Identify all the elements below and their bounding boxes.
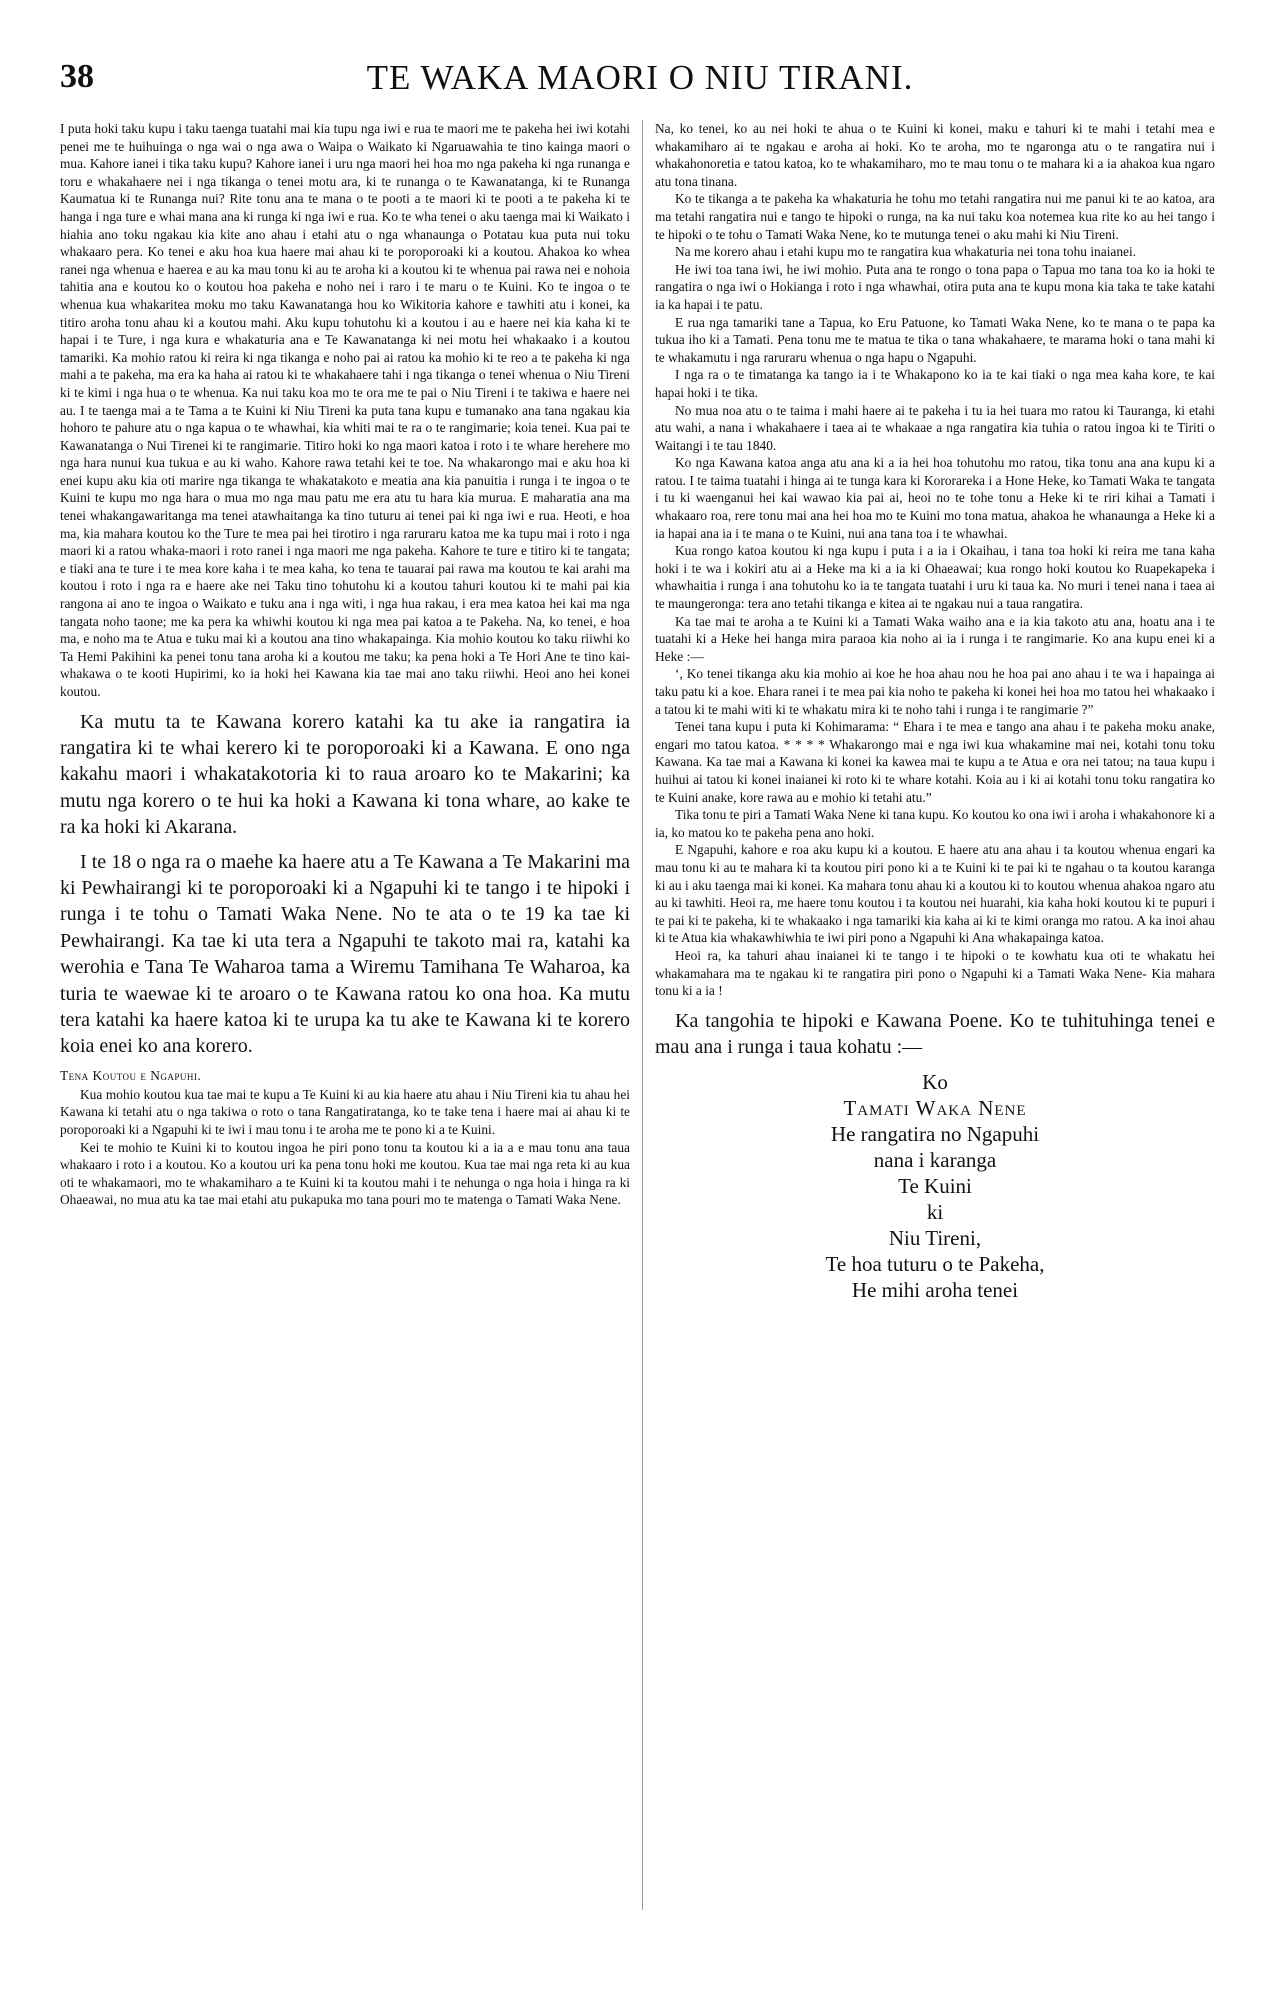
speech-salutation: Tena Koutou e Ngapuhi. <box>60 1067 202 1083</box>
quote-paragraph-1: ‘, Ko tenei tikanga aku kia mohio ai koe he hoa ahau nou he hoa pai ano ahau i te wa i hapainga ai taku patu ki a koe. Ehara ranei i te mea pai kia noho te pakeha ki konei hei hoa mo tatou hei whakaako i a tatou ki te mahi witi ki te whakatu mira ki te noho tahi i runga i te rangimarie ?” <box>655 666 1215 717</box>
speech-paragraph-1: I puta hoki taku kupu i taku taenga tuatahi mai kia tupu nga iwi e rua te maori me te pakeha hei iwi kotahi penei me te huihuinga o nga wai o nga awa o Waipa o Waikato ki Ngaruawahia te tino kainga maori o mua. Kahore ianei i tika taku kupu? Kahore ianei i uru nga maori hei hoa mo nga pakeha ki nga runanga e toru e whakahaere nei i nga tikanga o tenei motu ara, ki te runanga o te Kawanatanga, ki te Runanga Kaumatua ki te Runanga nui? Rite tonu ana te mana o te pooti a te maori ki te pooti a te pakeha ki te hanga i nga ture e whai mana ana ki runga ki nga iwi e rua. Ko te wha tenei o aku taenga mai ki Waikato i hiahia ano toku ngakau kia kite ano ahau i etahi atu o nga whanaunga o Potatau kua puta nui toku whakaaro pera. Ko tenei e aku hoa kua haere mai ahau ki te poroporoaki ki a koutou. Ahakoa ko whea ranei nga whenua e haerea e au ka mau tonu ki au te aroha ki a koutou ki te whenua pai rawa nei e nohoia tahitia ana e koutou ko o koutou hoa pakeha e noho nei i raro i te maru o te Kuini. Ko te ingoa o te whenua kua whakaritea moku mo taku Kawanatanga hou ko Wikitoria kahore e tawhiti atu i konei, ka titiro aroha tonu ahau ki a koutou mahi. Aku kupu tohutohu ki a koutou i au e haere nei kia kaha ki te hapai i te Ture, i nga kura e whakaturia ana e Te Kawanatanga ki nei motu hei whakaako i a koutou tamariki. Ka mohio ratou ki reira ki nga tikanga e noho pai ai ratou ka mohio ki te reo a te pakeha ki nga mahi a te pakeha, ma era ka haha ai ratou ki te whakahaere tahi i nga tikanga o tenei whenua o Niu Tireni ki te kimi i nga hua o te whenua. Ka nui taku koa mo te ora me te pai o Niu Tireni i te takiwa e haere nei au. I te taenga mai a te Tama a te Kuini ki Niu Tireni ka puta tana kupu e tumanako ana tana ngakau kia hohoro te pahure atu o nga kapua o te whawhai, kia whiti mai te ra o te rangimarie; koia tenei. Kua pai te Kawanatanga o Nui Tirenei ki te rangimarie. Titiro hoki ko nga maori katoa i roto i te whare herehere mo nga hara nunui kua tukua e au ki waho. Kahore rawa tetahi kei te toe. Na whakarongo mai e aku hoa ki enei kupu aku kia oti marire nga tikanga te whakatakoto e meatia ana kia panuitia i runga i te ingoa o te Kuini te kupu mo nga hara o mua mo nga mau patu me era atu tu hara kia murua. E maharatia ana ma tenei whakangawaritanga ma tenei atawhaitanga ka tino tuturu ai tenei pai ki nga iwi e rua. Heoti, e hoa ma, kia mahara koutou ko the Ture te mea pai hei tirotiro i nga raruraru katoa me ka tupu mai i roto i nga maori ki a ratou whaka-maori i roto ranei i nga maori me nga pakeha. Kahore te ture e titiro ki te tangata; e tiaki ana te ture i te mea kore kaha i te mea kaha, ko tena te tauarai pai rawa ma koutou te kai arahi ma koutou i roto i nga ra e haere ake nei Taku tino tohutohu ki a koutou tahuri koutou ki te mahi pai kia rangona ai ano te ingoa o Waikato e tuku ana i nga witi, i nga hua rakau, i era mea katoa hei kai ma nga tangata noho taone; me ka pera ka whiwhi koutou ki nga mea pai katoa a te Pakeha. Na, ko tenei, e hoa ma, e noho ma te Atua e tuku mai ki a koutou ana tino whakapainga. Kia mohio koutou ko taku riiwhi ko Ta Hemi Pakihini ka penei tonu tana aroha ki a koutou me taku; ka pena hoki a Te Hori Ane te tino kai-whakawa o te kooti Hupirimi, ko ia hoki hei Kawana kia tae mai ano taku riiwhi. Heoi ano hei konei koutou. <box>60 121 630 699</box>
speech-paragraph-16: Heoi ra, ka tahuri ahau inaianei ki te tango i te hipoki o te kowhatu kua oti te whakatu hei whakamahara ma te ngakau ki te rangatira piri pono o Ngapuhi ki a Tamati Waka Nene- Kia mahara tonu ki a ia ! <box>655 947 1215 999</box>
quote-paragraph-2: Tenei tana kupu i puta ki Kohimarama: “ Ehara i te mea e tango ana ahau i te pakeha moku anake, engari mo tatou katoa. * * * * Whakarongo mai e nga iwi kua whakamine mai nei, kotahi tonu toku Kawana. Ka tae mai a Kawana ki konei ka kawea mai te kupu a te Atua e ora nei tatou; na taua kupu i huihui ai tatou ki konei inaianei ki roto ki te whare kotahi. Koia au i ki ai kotahi tonu toku rangatira ko te Kuini anake, kore rawa au e mohio ki tetahi atu.” <box>655 719 1215 805</box>
speech-paragraph-2: Kua mohio koutou kua tae mai te kupu a Te Kuini ki au kia haere atu ahau i Niu Tireni kia tu ahau hei Kawana ki tetahi atu o nga takiwa o roto o tana Rangatiratanga, ko te take tena i haere mai ai ahau ki te poroporoaki ki a Ngapuhi ki te iwi i mau tonu i te aroha me te pono ki a te Kuini. <box>60 1086 630 1138</box>
inscription-line: Te hoa tuturu o te Pakeha, <box>825 1251 1045 1276</box>
speech-paragraph-11: Ko nga Kawana katoa anga atu ana ki a ia hei hoa tohutohu mo ratou, tika tonu ana ana kupu ki a ratou. I te taima tuatahi i hinga ai te tunga kara ki Kororareka i a Hone Heke, ko Tamati Waka te tangata i tu ki waenganui hei kai wawao kia pai ai, heoi no te tohe tonu a Heke ki te riri kihai a Tamati i whakaaro roa, rere tonu mai ana hei hoa mo te Kuini mo tona matua, ahakoa he whanaunga a Heke ki a ia hapai ana ia i te mana o te Kuini, nui ana tana toa i te whawhai. <box>655 455 1215 541</box>
inscription-line: ki <box>926 1199 944 1224</box>
monument-inscription <box>655 1069 1215 1303</box>
speech-paragraph-9: I nga ra o te timatanga ka tango ia i te Whakapono ko ia te kai tiaki o nga mea kaha kore, te kai hapai hoki i te tika. <box>655 367 1215 400</box>
inscription-line: Te Kuini <box>898 1173 972 1198</box>
speech-paragraph-14: Tika tonu te piri a Tamati Waka Nene ki tana kupu. Ko koutou ko ona iwi i aroha i whakahonore ki a ia, ko matou ko te pakeha pena ano hoki. <box>655 807 1215 840</box>
inscription-line: Ko <box>922 1069 948 1094</box>
speech-paragraph-10: No mua noa atu o te taima i mahi haere ai te pakeha i tu ia hei tuara mo ratou ki Tauranga, ki etahi atu wahi, a nana i whakahaere i taea ai te whakaae a nga rangatira kia tuhia o ratou ingoa ki te Tiriti o Waitangi i te tau 1840. <box>655 402 1215 453</box>
inscription-line: He rangatira no Ngapuhi <box>830 1121 1040 1146</box>
speech-paragraph-6: Na me korero ahau i etahi kupu mo te rangatira kua whakaturia nei tona tohu inaianei. <box>675 244 1137 260</box>
inscription-line: nana i karanga <box>873 1147 997 1172</box>
page-title: TE WAKA MAORI O NIU TIRANI. <box>366 58 914 97</box>
narrative-paragraph-2: I te 18 o nga ra o maehe ka haere atu a Te Kawana a Te Makarini ma ki Pewhairangi ki te poroporoaki ki a Ngapuhi ki te tango i te hipoki i runga i te tohu o Tamati Waka Nene. No te ata o te 19 ka tae ki Pewhairangi. Ka tae ki uta tera a Ngapuhi te takoto mai ra, katahi ka werohia e Tana Te Waharoa tama a Wiremu Tamihana Te Waharoa, ka turia te waewae ki te aroaro o te Kawana ratou ko ona hoa. Ka mutu tera katahi ka haere katoa ki te urupa ka tu ake te Kawana ki te korero koia enei ko ana korero. <box>60 850 630 1058</box>
inscription-name: Tamati Waka Nene <box>843 1095 1027 1120</box>
speech-paragraph-3: Kei te mohio te Kuini ki to koutou ingoa he piri pono tonu ta koutou ki a ia a e mau tonu ana taua whakaaro i roto i a koutou. Ko a koutou uri ka pena tonu hoki me koutou. Kua tae mai nga reta ki au kua oti te whakamaori, mo te whakamiharo a te Kuini ki ta koutou mahi i te nehunga o nga hoia i hinga ra ki Ohaeawai, no mua atu ka tae mai etahi atu pukapuka mo tana pouri mo te matenga o Tamati Waka Nene. <box>60 1139 630 1208</box>
inscription-line: He mihi aroha tenei <box>851 1277 1019 1302</box>
speech-paragraph-4: Na, ko tenei, ko au nei hoki te ahua o te Kuini ki konei, maku e tahuri ki te mahi i tetahi mea e whakamiharo ai te ngakau e aroha ai hoki. Ko te aroha, mo te ngaronga atu o te rangatira nui i whakahonoretia e tatou katoa, ko te whakamiharo, mo te mau tonu o te mahara ki a ia ahakoa kua ngaro atu tona tinana. <box>655 121 1215 189</box>
speech-paragraph-5: Ko te tikanga a te pakeha ka whakaturia he tohu mo tetahi rangatira nui me panui ki te ao katoa, ara ma tetahi rangatira nui e tango te hipoki o runga, na ka nui taku koa notemea kua rite ko au hei tango i te hipoki o te tohu o Tamati Waka Nene, ko te mutunga tenei o aku mahi ki Niu Tireni. <box>655 191 1215 242</box>
column-divider <box>642 120 643 1910</box>
speech-paragraph-8: E rua nga tamariki tane a Tapua, ko Eru Patuone, ko Tamati Waka Nene, ko te mana o te papa ka tukua iho ki a Tamati. Pena tonu me te matua te tika o tana whakahaere, te marama hoki o tana mahi ki te whakamutu i nga raruraru whenua o nga hapu o Ngapuhi. <box>655 314 1215 365</box>
left-column <box>60 120 630 1945</box>
inscription-line: Niu Tireni, <box>888 1225 982 1250</box>
speech-paragraph-7: He iwi toa tana iwi, he iwi mohio. Puta ana te rongo o tona papa o Tapua mo tana toa ko ia hoki te rangatira o nga iwi o Hokianga i roto i nga whawhai, otira puta ana te kupu mona kia taka te take katahi ia ka hapai i te patu. <box>655 261 1215 312</box>
speech-paragraph-15: E Ngapuhi, kahore e roa aku kupu ki a koutou. E haere atu ana ahau i ta koutou whenua engari ka mau tonu ki au te mahara ki ta koutou piri pono ki a te Kuini ki te pai ki te ngahau o ta koutou karanga ki au i aku taenga mai ki konei. Ka mahara tonu ahau ki a koutou ki to koutou whenua ahakoa ngaro atu au ki tawhiti. Heoi ra, me haere tonu koutou i ta koutou nei huarahi, kia kaha hoki koutou ki te pupuri i te pai ki te pakeha, ki te whakaako i nga tamariki kia kaha ai ki te kimi oranga mo ratou. A ka inoi ahau ki te Atua kia whakawhiwhia te iwi piri pono a Ngapuhi ki Ana whakapainga katoa. <box>655 842 1215 946</box>
right-column <box>655 120 1215 1945</box>
page-number: 38 <box>60 58 94 95</box>
narrative-paragraph-1: Ka mutu ta te Kawana korero katahi ka tu ake ia rangatira ia rangatira ki te whai kerero ki te poroporoaki ki a Kawana. E ono nga kakahu maori i whakatakotoria ki to raua aroaro ko te Makarini; ka mutu nga korero o te hui ka hoki a Kawana ki tona whare, ao kake te ra ka hoki ki Akarana. <box>60 710 630 839</box>
speech-paragraph-12: Kua rongo katoa koutou ki nga kupu i puta i a ia i Okaihau, i tana toa hoki ki reira me tana kaha hoki i te wa i kokiri atu ai a Heke ma ki a ia ki Ohaeawai; kua rongo hoki koutou ko Ruapekapeka i whawhaitia i runga i ana tohutohu ko ia te tangata tuatahi i uru ki taua ka. No muri i tenei nana i taea ai te maungeronga: tera ano tetahi tikanga e kitea ai te ngakau nui a taua rangatira. <box>655 543 1215 612</box>
narrative-paragraph-3: Ka tangohia te hipoki e Kawana Poene. Ko te tuhituhinga tenei e mau ana i runga i taua kohatu :— <box>655 1009 1215 1059</box>
speech-paragraph-13: Ka tae mai te aroha a te Kuini ki a Tamati Waka waiho ana e ia kia takoto atu ana, hoatu ana i te tuatahi ki a Heke hei hanga mira paraoa kia noho ai ia i runga i te rangimarie. Ko ana kupu enei ki a Heke :— <box>655 613 1215 664</box>
page-header <box>60 58 1220 118</box>
